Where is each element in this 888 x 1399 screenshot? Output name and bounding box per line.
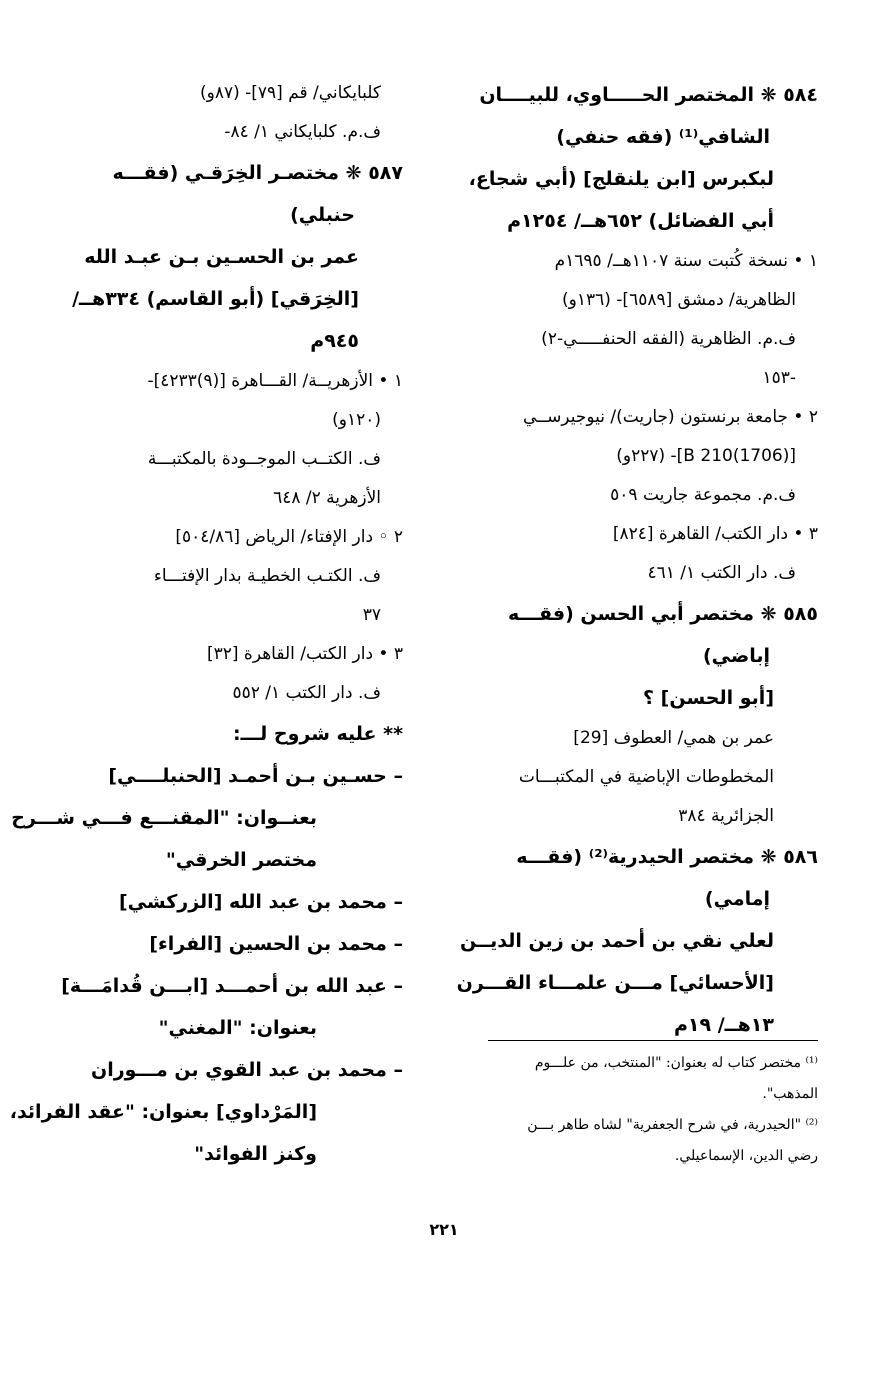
entry-line: ف. الكتـب الخطيـة بدار الإفتـــاء xyxy=(153,566,381,586)
entry-line: الظاهرية/ دمشق [٦٥٨٩]- (١٣٦و) xyxy=(562,290,796,310)
entry-line: [الخِرَقي] (أبو القاسم) ٣٣٤هــ/ xyxy=(72,288,359,310)
entry-line: ** عليه شروح لـــ: xyxy=(233,723,403,745)
entry-line: ف. دار الكتب ١/ ٥٥٢ xyxy=(232,683,381,703)
entry-line: كلبايكاني/ قم [٧٩]- (٨٧و) xyxy=(199,83,381,103)
entry-line: الأزهرية ٢/ ٦٤٨ xyxy=(273,488,381,508)
entry-line: ١٣هــ/ ١٩م xyxy=(673,1014,774,1036)
entry-line: ف. دار الكتب ١/ ٤٦١ xyxy=(647,563,796,583)
entry-line: ٣ • دار الكتب/ القاهرة [٨٢٤] xyxy=(612,524,818,544)
entry-line: إباضي) xyxy=(702,645,770,667)
entry-line: ف.م. كلبايكاني ١/ ٨٤- xyxy=(224,122,381,142)
entry-line: ٢ • جامعة برنستون (جاريت)/ نيوجيرســي xyxy=(522,407,818,427)
entry-line: -١٥٣ xyxy=(762,368,796,388)
entry-line: ف.م. مجموعة جاريت ٥٠٩ xyxy=(610,485,796,505)
right-column xyxy=(456,80,818,1052)
entry-line: (١٢٠و) xyxy=(332,410,381,430)
entry-line: أبي الفضائل) ٦٥٢هــ/ ١٢٥٤م xyxy=(507,210,774,232)
footnote-line: رضي الدين، الإسماعيلي. xyxy=(674,1148,818,1164)
entry-line: إمامي) xyxy=(704,888,770,910)
entry-line: الشافي⁽¹⁾ (فقه حنفي) xyxy=(556,126,770,148)
left-column xyxy=(9,80,403,1181)
entry-line: المخطوطات الإباضية في المكتبـــات xyxy=(518,767,774,787)
entry-line: الجزائرية ٣٨٤ xyxy=(678,806,774,826)
entry-line: – عبد الله بن أحمـــد [ابـــن قُدامَـــة] xyxy=(61,975,403,997)
entry-line: ٩٤٥م xyxy=(310,330,359,352)
footnotes xyxy=(473,1052,818,1176)
entry-line: – محمد بن الحسين [الفراء] xyxy=(149,933,403,955)
entry-line: عمر بن همي/ العطوف [29] xyxy=(573,728,774,748)
entry-line: [(1706)210 B]- (٢٢٧و) xyxy=(616,446,796,466)
entry-line: [المَرْداوي] بعنوان: "عقد الفرائد، xyxy=(9,1101,317,1123)
entry-line: ٥٨٦ ❋ مختصر الحيدرية⁽²⁾ (فقـــه xyxy=(516,846,818,868)
entry-line: ٢ ◦ دار الإفتاء/ الرياض [٥٠٤/٨٦] xyxy=(175,527,403,547)
entry-line: [الأحسائي] مـــن علمـــاء القـــرن xyxy=(456,972,774,994)
entry-line: ١ • الأزهريــة/ القـــاهرة [(٩)٤٢٣٣]- xyxy=(147,371,403,391)
entry-line: ٥٨٥ ❋ مختصر أبي الحسن (فقـــه xyxy=(508,603,818,625)
entry-line: ٣٧ xyxy=(362,605,381,625)
page-number: ٢٢١ xyxy=(429,1220,459,1239)
entry-line: ف. الكتــب الموجــودة بالمكتبـــة xyxy=(147,449,381,469)
footnote-line: ⁽²⁾ "الحيدرية، في شرح الجعفرية" لشاه طاهر بـــن xyxy=(527,1117,818,1133)
entry-line: حنبلي) xyxy=(290,204,355,226)
footnote-line: المذهب". xyxy=(762,1086,818,1102)
entry-line: [أبو الحسن] ؟ xyxy=(643,687,774,709)
entry-line: مختصر الخرقي" xyxy=(165,849,317,871)
entry-line: وكنز الفوائد" xyxy=(194,1143,317,1165)
footnote-divider xyxy=(488,1040,818,1041)
entry-line: عمر بن الحسـين بـن عبـد الله xyxy=(84,246,359,268)
entry-line: – محمد بن عبد الله [الزركشي] xyxy=(119,891,403,913)
entry-line: – حسـين بـن أحمـد [الحنبلــــي] xyxy=(108,765,403,787)
entry-line: لبكبرس [ابن يلنقلج] (أبي شجاع، xyxy=(468,168,774,190)
entry-line: لعلي نقي بن أحمد بن زين الديــن xyxy=(460,930,774,952)
entry-line: ف.م. الظاهرية (الفقه الحنفـــــي-٢) xyxy=(541,329,796,349)
entry-line: – محمد بن عبد القوي بن مـــوران xyxy=(90,1059,403,1081)
entry-line: ٥٨٧ ❋ مختصـر الخِرَقـي (فقـــه xyxy=(112,162,403,184)
entry-line: بعنوان: "المغني" xyxy=(158,1017,317,1039)
entry-line: ١ • نسخة كُتبت سنة ١١٠٧هــ/ ١٦٩٥م xyxy=(554,251,818,271)
entry-line: ٥٨٤ ❋ المختصر الحـــــاوي، للبيــــان xyxy=(479,84,818,106)
entry-line: بعنــوان: "المقنـــع فـــي شـــرح xyxy=(11,807,317,829)
footnote-line: ⁽¹⁾ مختصر كتاب له بعنوان: "المنتخب، من علـــوم xyxy=(534,1055,818,1071)
entry-line: ٣ • دار الكتب/ القاهرة [٣٢] xyxy=(206,644,403,664)
